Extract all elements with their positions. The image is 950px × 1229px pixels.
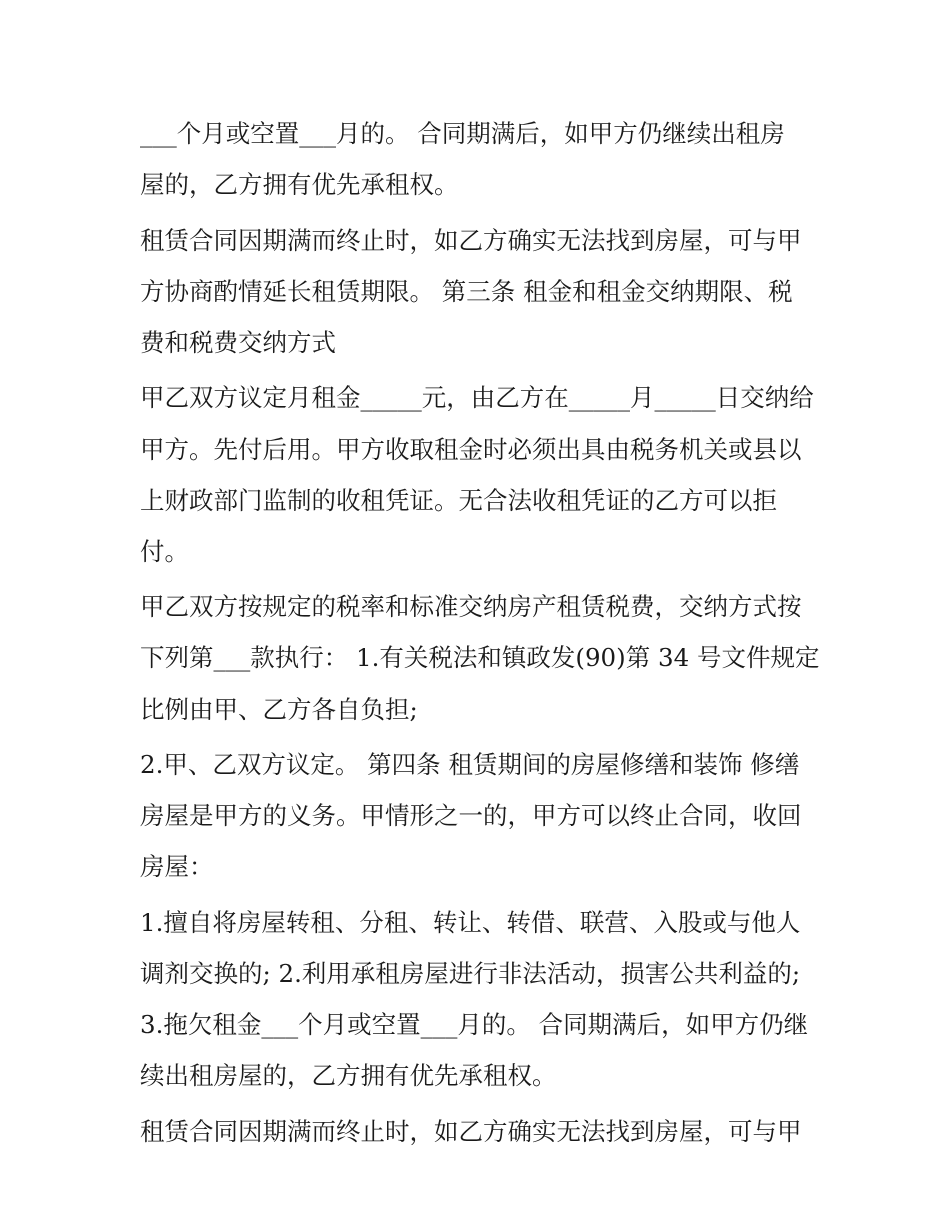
paragraph-6: [140, 897, 820, 1101]
paragraph-7: [140, 1106, 820, 1157]
text-line: 2.甲、乙双方议定。 第四条 租赁期间的房屋修缮和装饰 修缮: [140, 750, 800, 780]
text-line: 3.拖欠租金___个月或空置___月的。 合同期满后，如甲方仍继: [140, 1010, 809, 1040]
text-line: 租赁合同因期满而终止时，如乙方确实无法找到房屋，可与甲: [140, 1116, 802, 1146]
paragraph-1: [140, 108, 820, 210]
text-line: ___个月或空置___月的。 合同期满后，如甲方仍继续出租房: [140, 119, 785, 148]
text-line: 上财政部门监制的收租凭证。无合法收租凭证的乙方可以拒: [140, 485, 777, 515]
text-line: 甲乙双方按规定的税率和标准交纳房产租赁税费，交纳方式按: [140, 592, 802, 622]
paragraph-3: [140, 372, 820, 576]
text-line: 费和税费交纳方式: [140, 327, 336, 357]
text-line: 付。: [140, 536, 189, 566]
text-line: 甲方。先付后用。甲方收取租金时必须出具由税务机关或县以: [140, 434, 802, 464]
text-line: 甲乙双方议定月租金_____元，由乙方在_____月_____日交纳给: [140, 383, 814, 413]
text-line: 租赁合同因期满而终止时，如乙方确实无法找到房屋，可与甲: [140, 225, 802, 255]
paragraph-2: [140, 215, 820, 368]
text-line: 房屋：: [140, 852, 214, 882]
text-line: 屋的，乙方拥有优先承租权。: [140, 170, 459, 200]
text-line: 房屋是甲方的义务。甲情形之一的，甲方可以终止合同，收回: [140, 801, 802, 831]
text-line: 续出租房屋的，乙方拥有优先承租权。: [140, 1061, 557, 1091]
paragraph-4: [140, 581, 820, 734]
text-line: 1.擅自将房屋转租、分租、转让、转借、联营、入股或与他人: [140, 907, 801, 937]
text-line: 调剂交换的; 2.利用承租房屋进行非法活动，损害公共利益的;: [140, 959, 801, 988]
document-body: [140, 108, 820, 1161]
text-line: 下列第___款执行： 1.有关税法和镇政发(90)第 34 号文件规定: [140, 643, 820, 673]
text-line: 比例由甲、乙方各自负担;: [140, 694, 418, 724]
text-line: 方协商酌情延长租赁期限。 第三条 租金和租金交纳期限、税: [140, 276, 793, 306]
paragraph-5: [140, 739, 820, 892]
